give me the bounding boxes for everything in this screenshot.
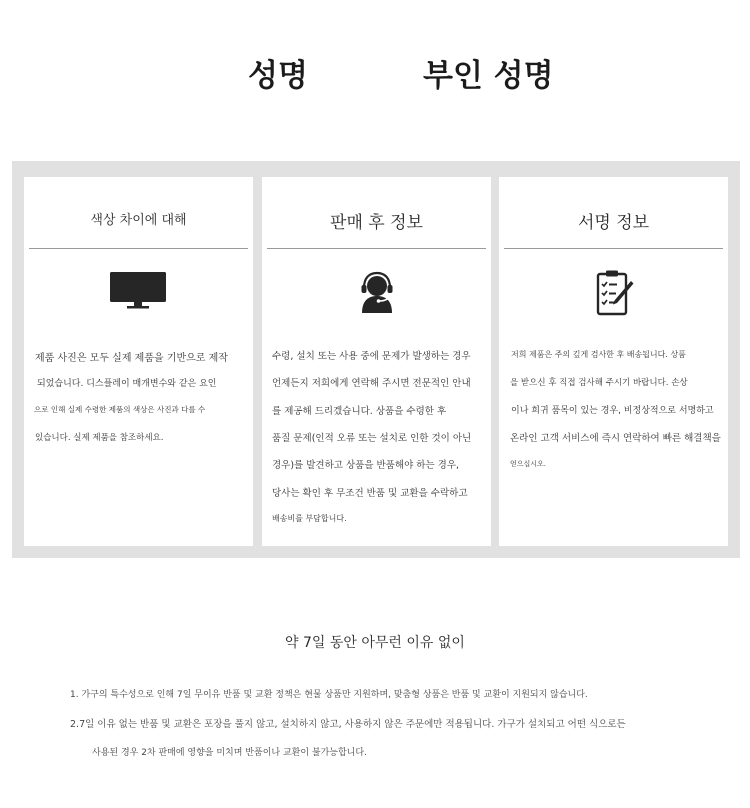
signature-info-card xyxy=(499,177,728,546)
monitor-icon xyxy=(24,269,253,315)
card-title: 서명 정보 xyxy=(577,213,650,233)
disclaimer-heading: 부인 성명 xyxy=(423,58,554,94)
card-text-line: 당사는 확인 후 무조건 반품 및 교환을 수락하고 xyxy=(272,488,468,499)
card-text-line: 경우)를 발견하고 상품을 반품해야 하는 경우, xyxy=(272,460,460,471)
card-title: 판매 후 정보 xyxy=(330,213,423,233)
card-text-line: 을 받으신 후 직접 검사해 주시기 바랍니다. 손상 xyxy=(510,378,688,388)
return-policy-item: 1. 가구의 특수성으로 인해 7일 무이유 반품 및 교환 정책은 현물 상품만 지원하며, 맞춤형 상품은 반품 및 교환이 지원되지 않습니다. xyxy=(70,690,588,700)
card-divider xyxy=(504,248,723,249)
card-text-line: 얻으십시오. xyxy=(510,460,547,468)
color-difference-card xyxy=(24,177,253,546)
card-text-line: 제품 사진은 모두 실제 제품을 기반으로 제작 xyxy=(35,353,228,364)
return-policy-item: 사용된 경우 2차 판매에 영향을 미치며 반품이나 교환이 불가능합니다. xyxy=(92,748,367,758)
card-text-line: 수령, 설치 또는 사용 중에 문제가 발생하는 경우 xyxy=(272,351,471,362)
return-policy-item: 2.7일 이유 없는 반품 및 교환은 포장을 풀지 않고, 설치하지 않고, 사용하지 않은 주문에만 적용됩니다. 가구가 설치되고 어떤 식으로든 xyxy=(70,719,626,730)
return-policy-title: 약 7일 동안 아무런 이유 없이 xyxy=(285,635,465,651)
after-sales-card xyxy=(262,177,491,546)
card-text-line: 있습니다. 실제 제품을 참조하세요. xyxy=(35,433,164,443)
card-text-line: 를 제공해 드리겠습니다. 상품을 수령한 후 xyxy=(272,406,447,417)
card-text-line: 온라인 고객 서비스에 즉시 연락하여 빠른 해결책을 xyxy=(510,433,721,444)
headset-support-icon xyxy=(262,269,491,315)
card-text-line: 품질 문제(인적 오류 또는 설치로 인한 것이 아닌 xyxy=(272,433,472,444)
clipboard-checklist-icon xyxy=(499,269,728,315)
card-text-line: 으로 인해 실제 수령한 제품의 색상은 사진과 다를 수 xyxy=(34,405,206,414)
statement-heading: 성명 xyxy=(248,58,308,94)
card-text-line: 되었습니다. 디스플레이 매개변수와 같은 요인 xyxy=(37,379,217,389)
card-text-line: 배송비를 부담합니다. xyxy=(272,514,347,523)
card-divider xyxy=(29,248,248,249)
card-text-line: 언제든지 저희에게 연락해 주시면 전문적인 안내 xyxy=(272,378,471,389)
card-divider xyxy=(267,248,486,249)
card-text-line: 이나 희귀 품목이 있는 경우, 비정상적으로 서명하고 xyxy=(511,406,714,416)
card-text-line: 저희 제품은 주의 깊게 검사한 후 배송됩니다. 상품 xyxy=(511,350,686,359)
card-title: 색상 차이에 대해 xyxy=(90,213,187,228)
